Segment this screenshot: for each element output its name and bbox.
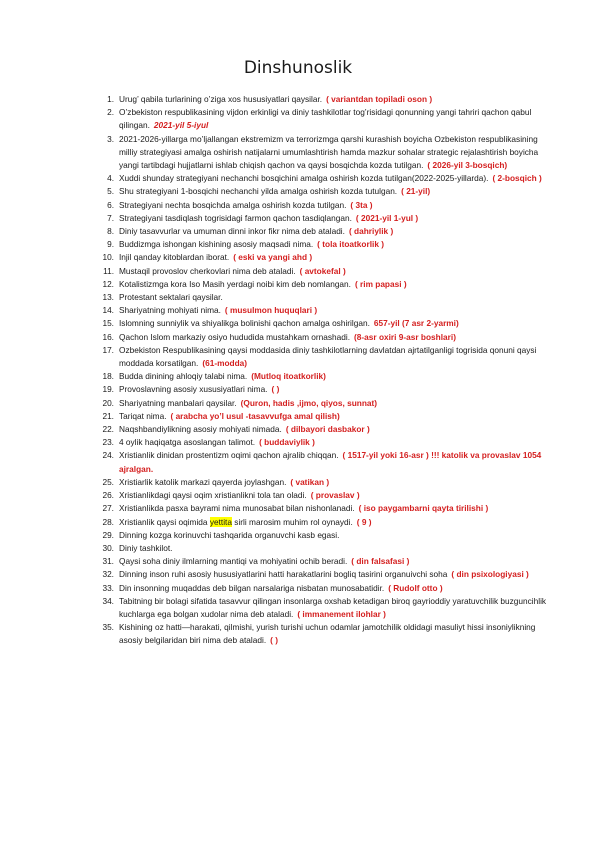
list-item <box>72 555 548 568</box>
question-text: 4 oylik haqiqatga asoslangan talimot. <box>119 437 256 448</box>
answer-text: ( 9 ) <box>356 516 372 527</box>
question-text: Injil qanday kitoblardan iborat. <box>119 252 230 263</box>
item-number: 32. <box>102 569 114 580</box>
item-number: 1. <box>107 94 114 104</box>
question-text: Provoslavning asosiy xususiyatlari nima. <box>119 384 268 395</box>
question-text: Qaysi soha diniy ilmlarning mantiqi va mohiyatini ochib beradi. <box>119 556 348 567</box>
list-item <box>72 212 548 225</box>
item-number: 15. <box>102 318 114 329</box>
item-number: 17. <box>102 344 114 355</box>
question-text: Xristiarlik katolik markazi qayerda joylashgan. <box>119 476 287 487</box>
list-item <box>72 304 548 317</box>
question-text: Xuddi shunday strategiyani nechanchi bosqichini amalga oshirish kozda tutilgan(2022-2025-yillarda). <box>119 173 489 184</box>
list-item <box>72 93 548 106</box>
answer-text: ( dahriylik ) <box>348 226 394 237</box>
question-text: Mustaqil provoslov cherkovlari nima deb ataladi. <box>119 265 296 276</box>
item-number: 4. <box>107 173 114 184</box>
list-item <box>72 489 548 502</box>
item-number: 27. <box>102 503 114 514</box>
answer-text: ( variantdan topiladi oson ) <box>326 94 433 104</box>
item-number: 29. <box>102 529 114 540</box>
item-number: 22. <box>102 424 114 435</box>
list-item <box>72 516 548 529</box>
question-text: Tabitning bir bolagi sifatida tasavvur qilingan insonlarga oxshab ketadigan biroq gayrioddiy yaratuvchilik buzguncihlik kuchlarga ega bolgan xudolar nima deb ataladi. <box>119 595 547 619</box>
question-text: Ozbekiston Respublikasining qaysi moddasida diniy tashkilotlarning davlatdan ajrtatilganligi togrisida qonuni qaysi moddada korsatilgan. <box>119 344 537 369</box>
question-text: 2021-2026-yillarga mo’ljallangan ekstremizm va terrorizmga qarshi kurashish boyicha Ozbekiston respublikasining milliy strategiyasi amalga oshirish natijalarni umumlashtirish hamda mazkur sohalar strategic rejalashtirish boyicha yangi tartibdagi hujjatlarni ishlab chiqish qachon va qaysi bosqichda kozda tutilgan. <box>119 133 539 171</box>
list-item <box>72 291 548 304</box>
item-number: 10. <box>102 252 114 263</box>
list-item <box>72 436 548 449</box>
question-text: Kishining oz hatti—harakati, qilmishi, yurish turishi uchun odamlar jamotchilik oldidagi masuliyt hissi insoniylikning asosiy belgilaridan biri nima deb ataladi. <box>119 622 536 646</box>
list-item <box>72 397 548 410</box>
list-item <box>72 225 548 238</box>
question-text: Qachon Islom markaziy osiyo hududida mustahkam ornashadi. <box>119 331 351 342</box>
question-text: Shariyatning manbalari qaysilar. <box>119 397 237 408</box>
answer-text: ( dilbayori dasbakor ) <box>285 424 370 435</box>
answer-text: ( 2-bosqich ) <box>492 173 542 184</box>
list-item <box>72 172 548 185</box>
answer-text: ( 3ta ) <box>350 199 373 210</box>
answer-text: 2021-yil 5-iyul <box>153 120 209 131</box>
item-number: 14. <box>102 305 114 316</box>
item-number: 21. <box>102 410 114 421</box>
question-list <box>72 93 548 648</box>
answer-text: ( immanement ilohlar ) <box>297 608 386 619</box>
question-text: Buddizmga ishongan kishining asosiy maqsadi nima. <box>119 239 314 250</box>
question-text: O’zbekiston respublikasining vijdon erkinligi va diniy tashkilotlar tog’risidagi qonunning yangi tahriri qachon qabul qilingan. <box>119 107 532 131</box>
list-item <box>72 106 548 132</box>
list-item <box>72 251 548 264</box>
answer-text: 657-yil (7 asr 2-yarmi) <box>373 318 459 329</box>
list-item <box>72 595 548 621</box>
answer-text: ( musulmon huquqlari ) <box>224 305 318 316</box>
question-text: Diniy tashkilot. <box>119 542 173 553</box>
question-text: Xristianlikdagi qaysi oqim xristianlikni tola tan oladi. <box>119 490 307 501</box>
answer-text: (Quron, hadis ,ijmo, qiyos, sunnat) <box>240 397 378 408</box>
item-number: 12. <box>102 278 114 289</box>
item-number: 7. <box>107 212 114 223</box>
answer-text: (Mutloq itoatkorlik) <box>251 371 326 382</box>
answer-text: ( provaslav ) <box>310 490 360 501</box>
item-number: 28. <box>102 516 114 527</box>
question-text-end: sirli marosim muhim rol oynaydi. <box>231 516 353 527</box>
item-number: 5. <box>107 186 114 197</box>
list-item <box>72 621 548 647</box>
answer-text: ( iso paygambarni qayta tirilishi ) <box>358 503 489 514</box>
answer-text: ( ) <box>271 384 280 395</box>
question-text: Strategiyani tasdiqlash togrisidagi farmon qachon tasdiqlangan. <box>119 212 352 223</box>
list-item <box>72 476 548 489</box>
list-item <box>72 331 548 344</box>
answer-text: (61-modda) <box>202 358 248 369</box>
list-item <box>72 568 548 581</box>
list-item <box>72 199 548 212</box>
answer-text: ( arabcha yo’l usul -tasavvufga amal qilish) <box>170 410 340 421</box>
item-number: 19. <box>102 384 114 395</box>
answer-text: ( din psixologiyasi ) <box>451 569 529 580</box>
document-title: Dinshunoslik <box>243 58 353 78</box>
answer-text: ( buddaviylik ) <box>259 437 315 448</box>
question-text: Shariyatning mohiyati nima. <box>119 305 221 316</box>
answer-text: ( eski va yangi ahd ) <box>233 252 313 263</box>
item-number: 31. <box>102 556 114 567</box>
list-item <box>72 185 548 198</box>
item-number: 33. <box>102 582 114 593</box>
item-number: 8. <box>107 226 114 237</box>
list-item <box>72 344 548 370</box>
list-item <box>72 449 548 475</box>
question-text: Diniy tasavvurlar va umuman dinni inkor fikr nima deb ataladi. <box>119 226 345 237</box>
answer-text: (8-asr oxiri 9-asr boshlari) <box>354 331 456 342</box>
list-item <box>72 502 548 515</box>
item-number: 2. <box>107 107 114 118</box>
item-number: 3. <box>107 133 114 144</box>
question-text: Strategiyani nechta bosqichda amalga oshirish kozda tutilgan. <box>119 199 347 210</box>
item-number: 24. <box>102 450 114 461</box>
item-number: 13. <box>102 292 114 303</box>
question-text: Tariqat nima. <box>119 410 167 421</box>
list-item <box>72 582 548 595</box>
list-item <box>72 238 548 251</box>
list-item <box>72 265 548 278</box>
highlighted-word: yettita <box>209 516 232 527</box>
question-text: Dinning inson ruhi asosiy hususiyatlarini hatti harakatlarini bogliq tasirini organuivchi soha <box>119 569 448 580</box>
item-number: 11. <box>103 265 114 276</box>
list-item <box>72 542 548 555</box>
answer-text: ( vatikan ) <box>290 476 330 487</box>
question-text: Naqshbandiylikning asosiy mohiyati nimada. <box>119 424 282 435</box>
question-text: Urug’ qabila turlarining o’ziga xos hususiyatlari qaysilar. <box>119 94 323 104</box>
list-item <box>72 133 548 173</box>
list-item <box>72 410 548 423</box>
question-text: Xristianlikda pasxa bayrami nima munosabat bilan nishonlanadi. <box>119 503 355 514</box>
item-number: 16. <box>102 331 114 342</box>
item-number: 30. <box>102 542 114 553</box>
question-text: Shu strategiyani 1-bosqichi nechanchi yilda amalga oshirish kozda tutulgan. <box>119 186 398 197</box>
answer-text: ( rim papasi ) <box>354 278 407 289</box>
answer-text: ( 1517-yil yoki 16-asr ) !!! katolik va provaslav 1054 ajralgan. <box>119 450 542 474</box>
question-text: Kotalistizmga kora Iso Masih yerdagi noibi kim deb nomlangan. <box>119 278 351 289</box>
answer-text: ( 2026-yil 3-bosqich) <box>427 160 508 171</box>
answer-text: ( 21-yil) <box>401 186 431 197</box>
list-item <box>72 529 548 542</box>
answer-text: ( Rudolf otto ) <box>388 582 443 593</box>
item-number: 9. <box>107 239 114 250</box>
item-number: 25. <box>102 476 114 487</box>
question-text: Din insonning muqaddas deb bilgan narsalariga nisbatan munosabatidir. <box>119 582 385 593</box>
item-number: 6. <box>107 199 114 210</box>
question-text: Protestant sektalari qaysilar. <box>119 292 223 303</box>
item-number: 18. <box>102 371 114 382</box>
question-text: Islomning sunniylik va shiyalikga bolinishi qachon amalga oshirilgan. <box>119 318 370 329</box>
list-item <box>72 278 548 291</box>
answer-text: ( tola itoatkorlik ) <box>317 239 385 250</box>
question-text: Xristianlik dinidan prostentizm oqimi qachon ajralib chiqqan. <box>119 450 339 461</box>
list-item <box>72 317 548 330</box>
question-text: Budda dinining ahloqiy talabi nima. <box>119 371 248 382</box>
answer-text: ( avtokefal ) <box>299 265 346 276</box>
question-text: Dinning kozga korinuvchi tashqarida organuvchi kasb egasi. <box>119 529 340 540</box>
item-number: 35. <box>102 622 114 633</box>
list-item <box>72 423 548 436</box>
question-text-start: Xristianlik qaysi oqimida <box>119 516 210 527</box>
answer-text: ( 2021-yil 1-yul ) <box>355 212 419 223</box>
answer-text: ( din falsafasi ) <box>351 556 410 567</box>
answer-text: ( ) <box>270 635 278 646</box>
item-number: 23. <box>102 437 114 448</box>
item-number: 34. <box>102 595 114 606</box>
list-item <box>72 370 548 383</box>
item-number: 20. <box>102 397 114 408</box>
item-number: 26. <box>102 490 114 501</box>
list-item <box>72 383 548 396</box>
